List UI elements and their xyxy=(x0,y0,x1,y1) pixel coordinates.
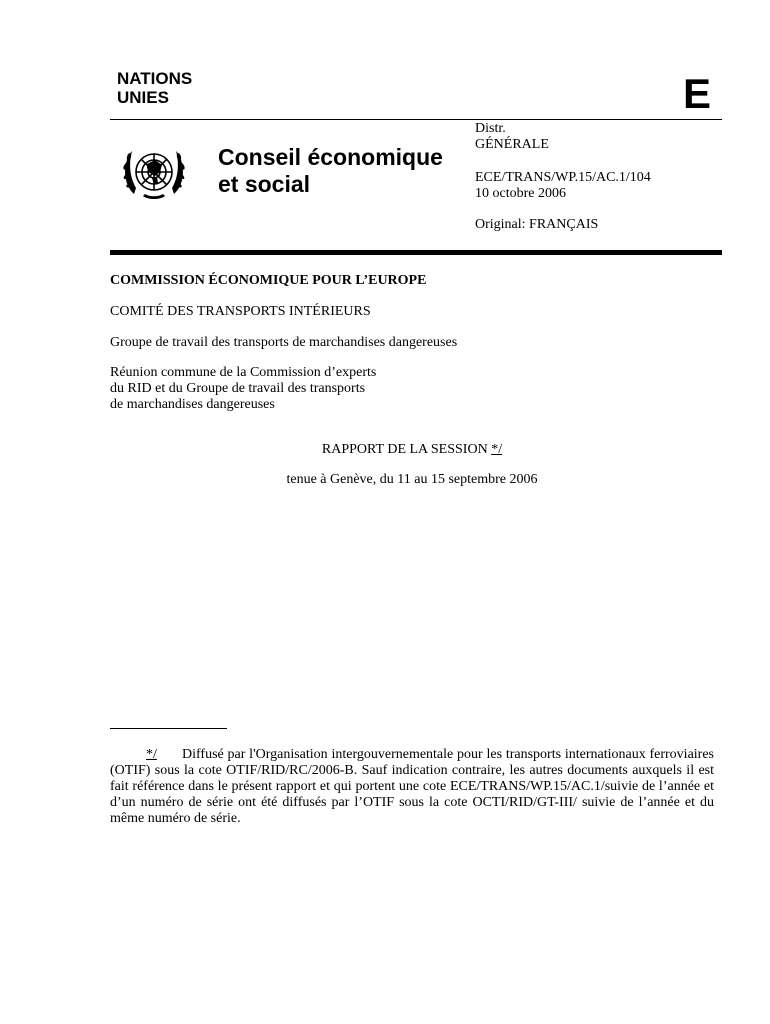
council-line-1: Conseil économique xyxy=(218,144,443,170)
organization-name xyxy=(117,69,192,107)
language-code: E xyxy=(683,70,712,117)
committee-heading: COMITÉ DES TRANSPORTS INTÉRIEURS xyxy=(110,304,371,319)
footnote-text: Diffusé par l'Organisation intergouvernementale pour les transports internationaux ferroviaires (OTIF) sous la cote OTIF/RID/RC/2006-B. Sauf indication contraire, les autres documents auxquels il est fait référence dans le présent rapport et qui portent une cote ECE/TRANS/WP.15/AC.1/suivie de l’année et d’un numéro de série ont été diffusés par l’OTIF sous la cote OCTI/RID/GT-III/ suivie de l’année et du même numéro de série. xyxy=(110,747,714,826)
distribution-block xyxy=(475,121,549,153)
document-symbol: ECE/TRANS/WP.15/AC.1/104 xyxy=(475,170,651,185)
meeting-line-3: de marchandises dangereuses xyxy=(110,397,275,412)
council-name xyxy=(218,144,443,198)
document-symbol-block xyxy=(475,170,651,202)
header-rule xyxy=(110,119,722,120)
commission-heading: COMMISSION ÉCONOMIQUE POUR L’EUROPE xyxy=(110,273,427,288)
report-footnote-marker[interactable]: */ xyxy=(491,442,503,457)
footnote-separator xyxy=(110,728,227,729)
un-emblem-icon xyxy=(117,140,191,204)
report-title xyxy=(110,442,714,458)
distribution-value: GÉNÉRALE xyxy=(475,137,549,152)
working-group-heading: Groupe de travail des transports de marchandises dangereuses xyxy=(110,335,458,350)
org-line-2: UNIES xyxy=(117,88,169,107)
header-thick-rule xyxy=(110,250,722,255)
footnote-marker: */ xyxy=(146,747,157,762)
footnote xyxy=(110,747,714,827)
council-line-2: et social xyxy=(218,171,311,197)
meeting-heading xyxy=(110,365,376,413)
original-language: Original: FRANÇAIS xyxy=(475,217,599,232)
org-line-1: NATIONS xyxy=(117,69,193,88)
report-title-text: RAPPORT DE LA SESSION xyxy=(321,442,492,457)
meeting-line-2: du RID et du Groupe de travail des transports xyxy=(110,381,366,396)
report-dates: tenue à Genève, du 11 au 15 septembre 2006 xyxy=(286,472,538,487)
document-date: 10 octobre 2006 xyxy=(475,186,566,201)
meeting-line-1: Réunion commune de la Commission d’experts xyxy=(110,365,377,380)
distr-label: Distr. xyxy=(475,121,506,136)
